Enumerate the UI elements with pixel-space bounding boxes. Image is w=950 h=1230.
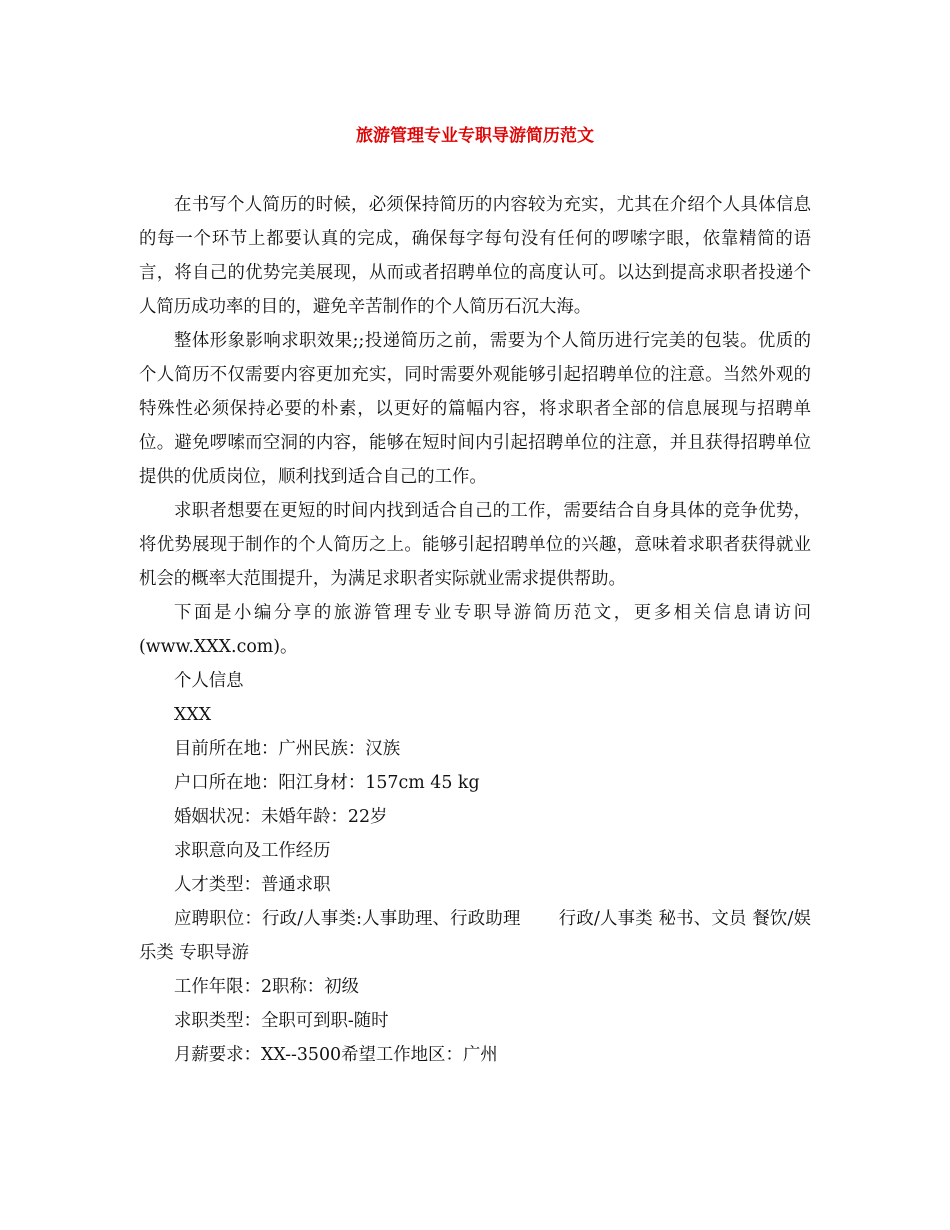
name-line: XXX [174,705,212,725]
paragraph-intro: 在书写个人简历的时候，必须保持简历的内容较为充实，尤其在介绍个人具体信息的每一个环节上都要认真的完成，确保每字每句没有任何的啰嗦字眼，依靠精简的语言，将自己的优势完美展现，从而或者招聘单位的高度认可。以达到提高求职者投递个人简历成功率的目的，避免辛苦制作的个人简历石沉大海。 [139,195,811,317]
paragraph-appearance: 整体形象影响求职效果;;投递简历之前，需要为个人简历进行完美的包装。优质的个人简历不仅需要内容更加充实，同时需要外观能够引起招聘单位的注意。当然外观的特殊性必须保持必要的朴素，以更好的篇幅内容，将求职者全部的信息展现与招聘单位。避免啰嗦而空洞的内容，能够在短时间内引起招聘单位的注意，并且获得招聘单位提供的优质岗位，顺利找到适合自己的工作。 [139,331,811,487]
position-line [139,902,811,970]
document-body [139,188,811,1072]
document-title: 旅游管理专业专职导游简历范文 [356,126,594,146]
section-heading-personal-info: 个人信息 [174,671,244,691]
salary-line: 月薪要求：XX--3500希望工作地区：广州 [174,1045,498,1065]
marital-line: 婚姻状况：未婚年龄：22岁 [174,807,388,827]
position-part-1: 应聘职位：行政/人事类:人事助理、行政助理 [174,909,521,929]
section-heading-job-intent: 求职意向及工作经历 [174,841,331,861]
job-type-line: 求职类型：全职可到职-随时 [174,1011,389,1031]
position-part-2: 行政/人事类 秘书、文员 餐饮/娱乐类 专职导游 [139,909,811,963]
paragraph-share: 下面是小编分享的旅游管理专业专职导游简历范文，更多相关信息请访问(www.XXX.com)。 [139,603,811,657]
paragraph-advantage: 求职者想要在更短的时间内找到适合自己的工作，需要结合自身具体的竞争优势，将优势展现于制作的个人简历之上。能够引起招聘单位的兴趣，意味着求职者获得就业机会的概率大范围提升，为满足求职者实际就业需求提供帮助。 [139,501,811,589]
talent-type-line: 人才类型：普通求职 [174,875,331,895]
location-line: 目前所在地：广州民族：汉族 [174,739,401,759]
hukou-line: 户口所在地：阳江身材：157cm 45 kg [174,773,480,793]
work-years-line: 工作年限：2职称：初级 [174,977,359,997]
